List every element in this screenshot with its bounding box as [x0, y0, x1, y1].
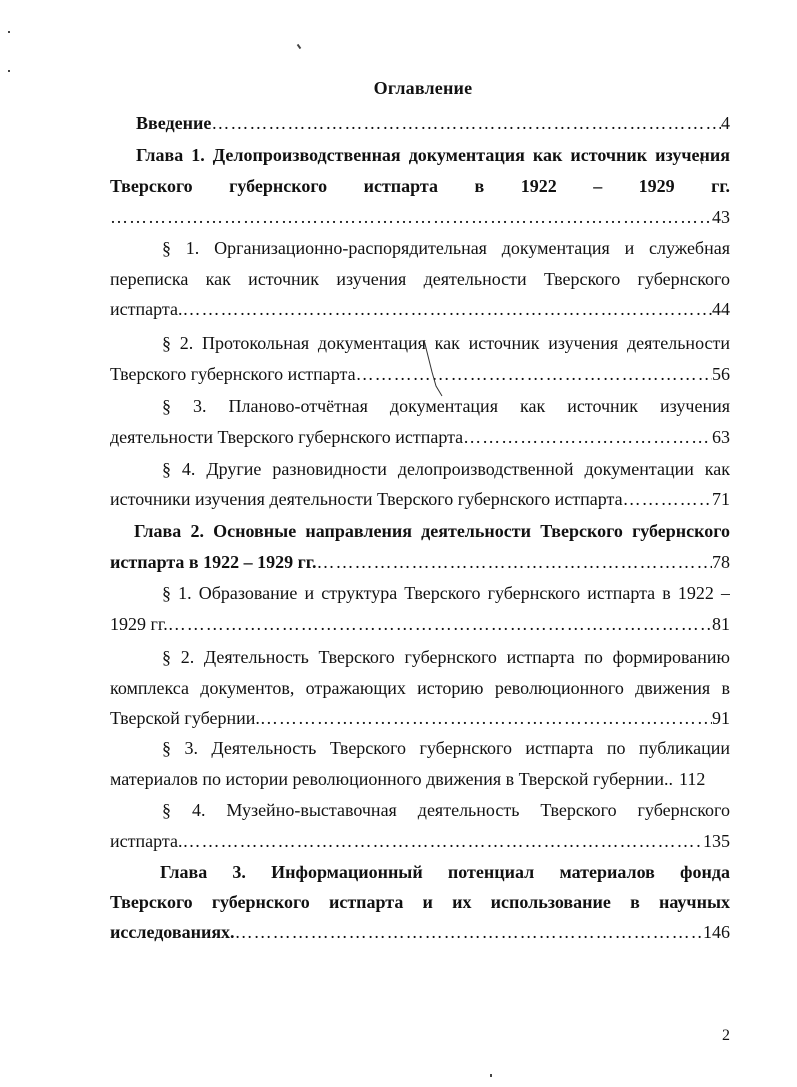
dot-leader — [182, 830, 703, 852]
ch2-section-3-line-1[interactable]: § 3. Деятельность Тверского губернского истпарта по публикации — [162, 738, 730, 758]
ch1-section-3-leader-row[interactable] — [110, 426, 730, 448]
toc-page-number: 44 — [712, 299, 730, 319]
chapter-1-title-line-1[interactable]: Глава 1. Делопроизводственная документация как источник изучения — [136, 145, 730, 165]
ch1-section-1-line-2[interactable]: переписка как источник изучения деятельности Тверского губернского — [110, 269, 730, 289]
dot-leader — [260, 707, 712, 729]
toc-entry-title: истпарта в 1922 – 1929 гг. — [110, 552, 317, 572]
dot-leader — [235, 921, 703, 943]
dot-leader — [316, 551, 712, 573]
ch1-section-2-line-1[interactable]: § 2. Протокольная документация как источник изучения деятельности — [162, 333, 730, 353]
chapter-3-title-line-2[interactable]: Тверского губернского истпарта и их использование в научных — [110, 892, 730, 912]
toc-page-number: 81 — [712, 614, 730, 634]
ch2-section-4-leader-row[interactable] — [110, 830, 730, 852]
toc-entry-title: Введение — [136, 113, 212, 133]
toc-entry-title: истпарта. — [110, 831, 183, 851]
ch1-section-1-line-1[interactable]: § 1. Организационно-распорядительная документация и служебная — [162, 238, 730, 258]
dot-leader — [168, 613, 712, 635]
dot-leader — [463, 426, 712, 448]
chapter-2-leader-row[interactable] — [110, 551, 730, 573]
toc-entry-title: материалов по истории революционного движения в Тверской губернии.. — [110, 769, 673, 789]
toc-entry-title: деятельности Тверского губернского истпарта — [110, 427, 464, 447]
ch2-section-2-line-2[interactable]: комплекса документов, отражающих историю революционного движения в — [110, 678, 730, 698]
toc-page-number: 78 — [712, 552, 730, 572]
toc-page-number: 56 — [712, 364, 730, 384]
ch1-section-4-line-1[interactable]: § 4. Другие разновидности делопроизводственной документации как — [162, 459, 730, 479]
ch2-section-2-leader-row[interactable] — [110, 707, 730, 729]
toc-page-number: 146 — [703, 922, 730, 942]
scan-speck — [490, 1074, 492, 1077]
ch1-section-1-leader-row[interactable] — [110, 298, 730, 320]
ch2-section-2-line-1[interactable]: § 2. Деятельность Тверского губернского истпарта по формированию — [162, 647, 730, 667]
dot-leader — [110, 206, 712, 228]
toc-page-number: 91 — [712, 708, 730, 728]
toc-page-number: 43 — [712, 207, 730, 227]
ch1-section-3-line-1[interactable]: § 3. Планово-отчётная документация как источник изучения — [162, 396, 730, 416]
dot-leader — [211, 112, 721, 134]
ch2-section-1-line-1[interactable]: § 1. Образование и структура Тверского губернского истпарта в 1922 – — [162, 583, 730, 603]
chapter-3-leader-row[interactable] — [110, 921, 730, 943]
dot-leader — [182, 298, 712, 320]
toc-entry-title: источники изучения деятельности Тверского губернского истпарта — [110, 489, 623, 509]
ch1-section-2-leader-row[interactable] — [110, 363, 730, 385]
chapter-2-title-line-1[interactable]: Глава 2. Основные направления деятельности Тверского губернского — [134, 521, 730, 541]
toc-page-number: 4 — [721, 113, 730, 133]
toc-entry-title: Тверской губернии. — [110, 708, 260, 728]
scan-speck — [297, 44, 302, 49]
toc-page-number: 63 — [712, 427, 730, 447]
toc-heading: Оглавление — [373, 78, 473, 98]
toc-entry-title: 1929 гг. — [110, 614, 168, 634]
dot-leader — [356, 363, 712, 385]
ch2-section-4-line-1[interactable]: § 4. Музейно-выставочная деятельность Тверского губернского — [162, 800, 730, 820]
toc-page-number: 71 — [712, 489, 730, 509]
toc-entry-intro[interactable] — [136, 112, 730, 134]
ch1-section-4-leader-row[interactable] — [110, 488, 730, 510]
chapter-1-title-line-2[interactable]: Тверского губернского истпарта в 1922 – 1929 гг. — [110, 176, 730, 196]
chapter-3-title-line-1[interactable]: Глава 3. Информационный потенциал материалов фонда — [160, 862, 730, 882]
toc-page-number: 135 — [703, 831, 730, 851]
toc-entry-title: истпарта. — [110, 299, 183, 319]
toc-page-number: 112 — [679, 769, 706, 789]
scan-speck — [8, 70, 10, 72]
toc-entry-title: исследованиях. — [110, 922, 235, 942]
ch2-section-1-leader-row[interactable] — [110, 613, 730, 635]
ch2-section-3-leader-row[interactable] — [110, 768, 730, 790]
dot-leader — [623, 488, 712, 510]
page-number: 2 — [722, 1027, 730, 1044]
toc-entry-title: Тверского губернского истпарта — [110, 364, 356, 384]
chapter-1-leader-row[interactable] — [110, 206, 730, 228]
scan-speck — [8, 31, 10, 33]
